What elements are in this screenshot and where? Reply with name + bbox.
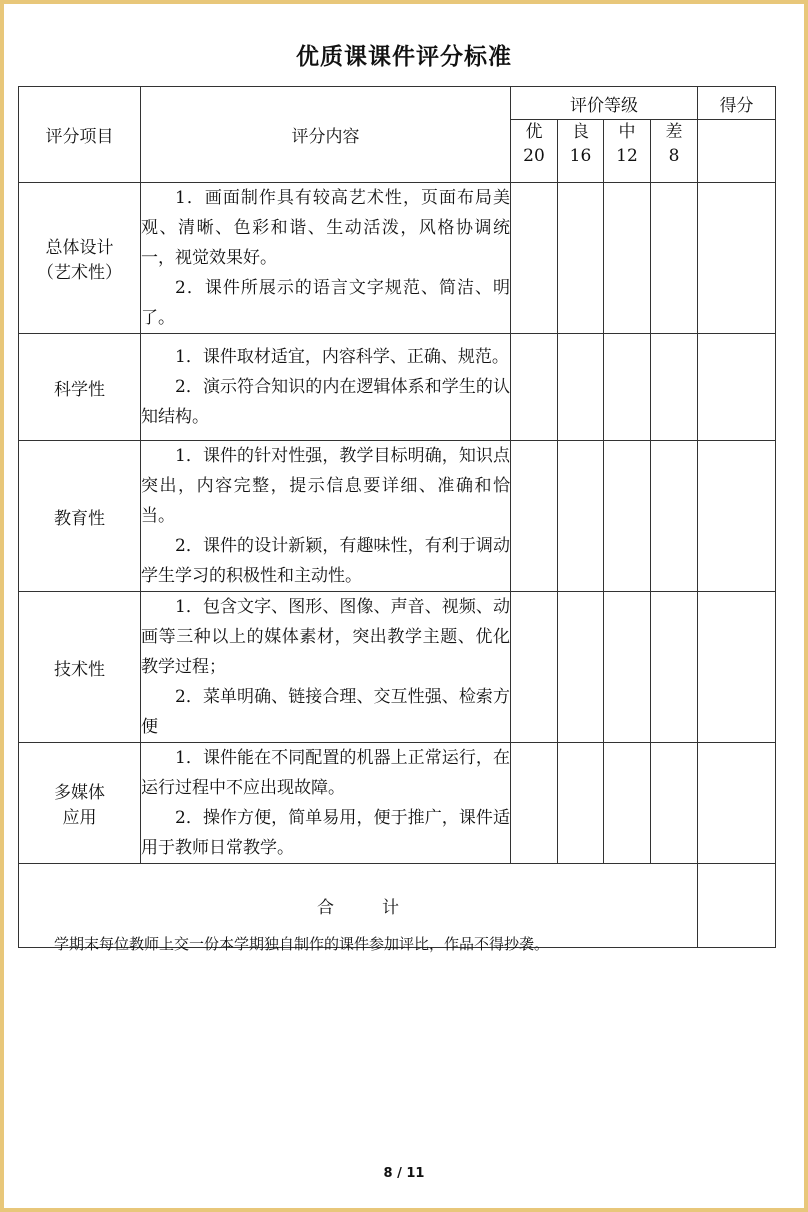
grade-cell[interactable] [651, 183, 698, 334]
score-cell[interactable] [698, 183, 776, 334]
table-row [19, 441, 776, 592]
score-cell[interactable] [698, 334, 776, 441]
content-cell [141, 183, 511, 334]
grade-cell[interactable] [511, 334, 558, 441]
total-score-cell[interactable] [698, 864, 776, 948]
grade-cell[interactable] [604, 441, 651, 592]
item-label: 总体设计 [45, 238, 114, 258]
item-label-sub: 应用 [62, 808, 97, 828]
criterion-text: 1．画面制作具有较高艺术性，页面布局美观、清晰、色彩和谐、生动活泼，风格协调统一，视觉效果好。 [141, 188, 510, 268]
content-cell [141, 592, 511, 743]
item-label: 教育性 [54, 508, 105, 529]
item-label: 科学性 [54, 379, 105, 400]
item-cell [19, 441, 141, 592]
header-content: 评分内容 [141, 87, 511, 183]
criterion-text: 1．课件的针对性强，教学目标明确，知识点突出，内容完整，提示信息要详细、准确和恰当。 [141, 446, 510, 526]
item-cell [19, 183, 141, 334]
criterion-text: 1．包含文字、图形、图像、声音、视频、动画等三种以上的媒体素材，突出教学主题、优化教学过程； [141, 597, 510, 677]
header-item: 评分项目 [19, 87, 141, 183]
level-medium [604, 120, 651, 183]
grade-cell[interactable] [511, 743, 558, 864]
level-poor [651, 120, 698, 183]
criterion-text: 2．操作方便，简单易用，便于推广，课件适用于教师日常教学。 [141, 808, 510, 858]
grade-cell[interactable] [651, 334, 698, 441]
score-cell[interactable] [698, 743, 776, 864]
level-points: 8 [668, 146, 680, 166]
grade-cell[interactable] [604, 334, 651, 441]
grade-cell[interactable] [651, 592, 698, 743]
item-cell [19, 743, 141, 864]
item-label-sub: （艺术性） [37, 263, 122, 283]
level-name: 良 [572, 122, 589, 142]
level-good [558, 120, 604, 183]
criterion-text: 2．菜单明确、链接合理、交互性强、检索方便 [141, 687, 510, 737]
grade-cell[interactable] [604, 592, 651, 743]
table-row [19, 592, 776, 743]
score-header-blank [698, 120, 776, 183]
page-number: 8 / 11 [383, 1166, 425, 1181]
grade-cell[interactable] [558, 441, 604, 592]
grade-cell[interactable] [511, 592, 558, 743]
criterion-text: 2．课件所展示的语言文字规范、简洁、明了。 [141, 278, 510, 328]
grade-cell[interactable] [558, 334, 604, 441]
criterion-text: 2．课件的设计新颖，有趣味性，有利于调动学生学习的积极性和主动性。 [141, 536, 510, 586]
score-cell[interactable] [698, 441, 776, 592]
grade-cell[interactable] [511, 441, 558, 592]
grade-cell[interactable] [651, 441, 698, 592]
item-cell [19, 334, 141, 441]
item-cell [19, 592, 141, 743]
header-grade-group: 评价等级 [511, 87, 698, 120]
grade-cell[interactable] [558, 743, 604, 864]
item-label: 技术性 [54, 659, 105, 680]
header-score: 得分 [698, 87, 776, 120]
level-points: 20 [523, 146, 545, 166]
document-title: 优质课课件评分标准 [296, 43, 512, 70]
item-label: 多媒体 [54, 783, 105, 803]
level-excellent [511, 120, 558, 183]
table-row [19, 743, 776, 864]
content-cell [141, 743, 511, 864]
content-cell [141, 334, 511, 441]
criterion-text: 1．课件能在不同配置的机器上正常运行，在运行过程中不应出现故障。 [141, 748, 510, 798]
grade-cell[interactable] [558, 592, 604, 743]
grade-cell[interactable] [558, 183, 604, 334]
grade-cell[interactable] [511, 183, 558, 334]
table-row [19, 334, 776, 441]
level-name: 中 [618, 122, 636, 142]
grade-cell[interactable] [604, 743, 651, 864]
header-row [19, 87, 776, 120]
level-points: 16 [569, 146, 592, 166]
footer-note: 学期末每位教师上交一份本学期独自制作的课件参加评比，作品不得抄袭。 [54, 935, 550, 953]
total-char: 计 [382, 898, 399, 918]
criterion-text: 1．课件取材适宜，内容科学、正确、规范。 [175, 347, 509, 367]
content-cell [141, 441, 511, 592]
criterion-text: 2．演示符合知识的内在逻辑体系和学生的认知结构。 [141, 377, 510, 427]
score-cell[interactable] [698, 592, 776, 743]
total-char: 合 [317, 898, 334, 918]
level-name: 差 [665, 122, 683, 142]
level-points: 12 [616, 146, 638, 166]
rubric-table [18, 86, 776, 948]
level-name: 优 [525, 122, 543, 142]
grade-cell[interactable] [651, 743, 698, 864]
grade-cell[interactable] [604, 183, 651, 334]
table-row [19, 183, 776, 334]
